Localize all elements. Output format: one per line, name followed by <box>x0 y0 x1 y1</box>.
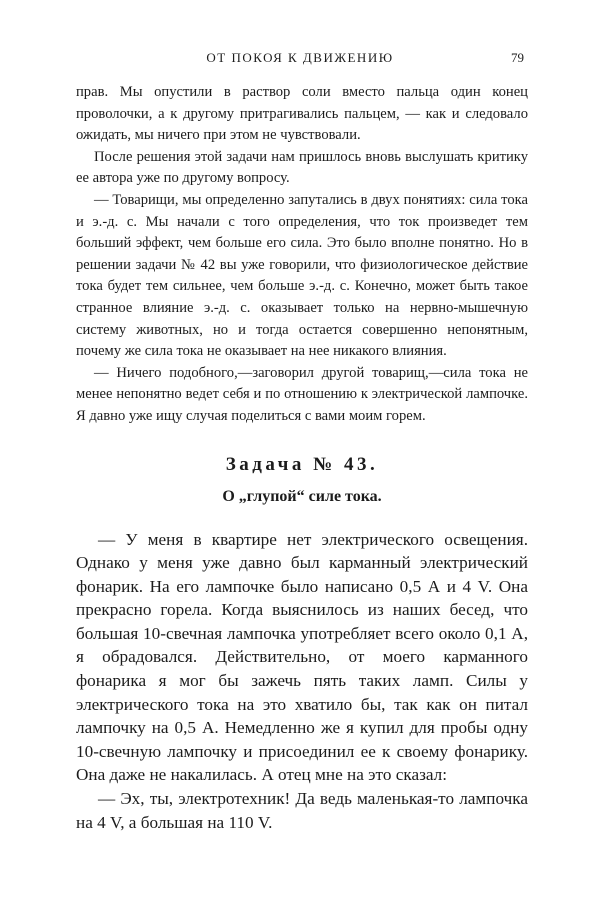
paragraph: После решения этой задачи нам пришлось вновь выслушать критику ее автора уже по другому вопросу. <box>76 148 528 187</box>
paragraph: — Эх, ты, электротехник! Да ведь маленькая-то лампочка на 4 V, а большая на 110 V. <box>76 789 528 832</box>
problem-title: Задача № 43. <box>225 453 379 475</box>
problem-subtitle: О „глупой“ силе тока. <box>222 487 382 505</box>
page-number: 79 <box>511 50 524 65</box>
page-body <box>76 82 528 834</box>
running-title: ОТ ПОКОЯ К ДВИЖЕНИЮ <box>206 50 394 65</box>
paragraph: — Ничего подобного,—заговорил другой товарищ,—сила тока не менее непонятно ведет себя и по отношению к электрической лампочке. Я давно уже ищу случая поделиться с вами моим горем. <box>76 364 528 424</box>
paragraph: — У меня в квартире нет электрического освещения. Однако у меня уже давно был карманный электрический фонарик. На его лампочке было написано 0,5 А и 4 V. Она прекрасно горела. Когда выяснилось из наших бесед, что большая 10-свечная лампочка употребляет всего около 0,1 А, я обрадовался. Действительно, от моего карманного фонарика я мог бы зажечь пять таких ламп. Силы у электрического тока на это хватило бы, так как он питал лампочку на 0,5 А. Немедленно же я купил для пробы одну 10-свечную лампочку и присоединил ее к своему фонарику. Она даже не накалилась. А отец мне на это сказал: <box>76 529 528 785</box>
paragraph: прав. Мы опустили в раствор соли вместо пальца один конец проволочки, а к другому притрагивались пальцем, — как и следовало ожидать, мы ничего при этом не чувствовали. <box>76 84 528 144</box>
intro-section <box>76 82 528 428</box>
problem-section <box>76 528 528 835</box>
paragraph: — Товарищи, мы определенно запутались в двух понятиях: сила тока и э.-д. с. Мы начали с того определения, что ток произведет тем больший эффект, чем больше его сила. Это было вполне понятно. Но в решении задачи № 42 вы уже говорили, что физиологическое действие тока будет тем сильнее, чем больше э.-д. с. Конечно, может быть такое странное влияние э.-д. с. оказывает только на нервно-мышечную систему животных, но и тогда остается совершенно непонятным, почему же сила тока не оказывает на нее никакого влияния. <box>76 191 528 360</box>
